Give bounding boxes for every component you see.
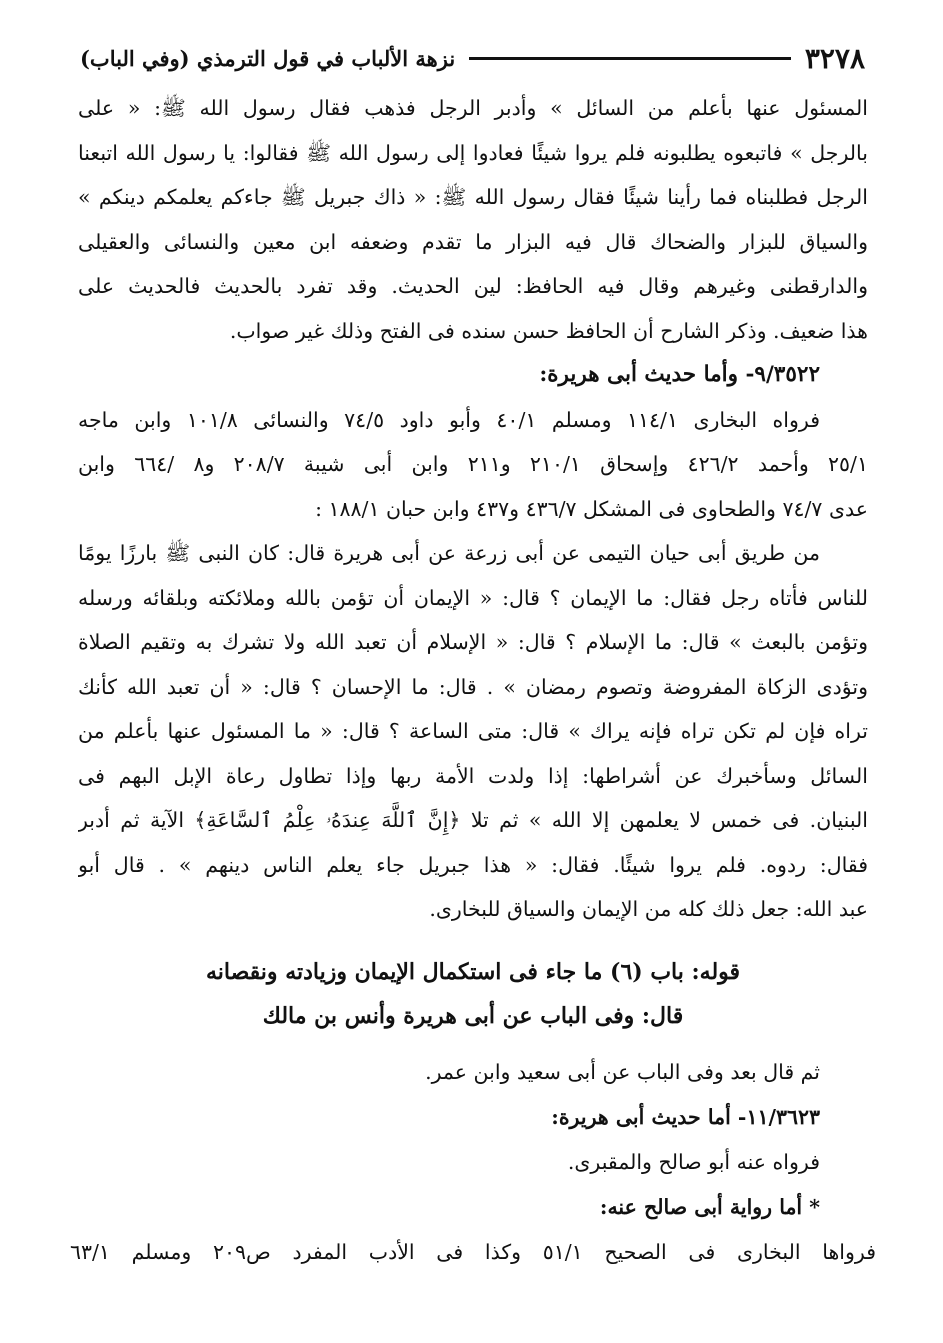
spacer [78,932,868,950]
paragraph-sources [78,398,868,532]
text-line: فقال: ردوه. فلم يروا شيئًا. فقال: « هذا جبريل جاء يعلم الناس دينهم » . قال أبو [78,852,868,877]
text-line: من طريق أبى حيان التيمى عن أبى زرعة عن أبى هريرة قال: كان النبى ﷺ بارزًا يومًا [78,541,820,565]
page-number: ٣٢٧٨ [804,41,865,75]
text-line: والدارقطنى وغيرهم وقال فيه الحافظ: لين الحديث. وقد تفرد بالحديث فالحديث على [78,274,868,298]
text-line: الرجل فطلبناه فما رأينا شيئًا فقال رسول الله ﷺ: « ذاك جبريل ﷺ جاءكم يعلمكم دينكم » [78,185,868,209]
text-line: تراه فإن لم تكن تراه فإنه يراك » قال: متى الساعة ؟ قال: « ما المسئول عنها بأعلم من [78,719,868,743]
text-line: عبد الله: جعل ذلك كله من الإيمان والسياق للبخارى. [429,897,868,921]
text-line: البنيان. فى خمس لا يعلمهن إلا الله » ثم تلا ﴿إِنَّ ٱللَّهَ عِندَهُۥ عِلْمُ ٱلسَّاعَةِ﴾ الآية ثم أدبر [78,808,868,832]
paragraph-hadith-text [78,531,868,932]
text-line: فرواه عنه أبو صالح والمقبرى. [567,1149,820,1174]
text-line: ثم قال بعد وفى الباب عن أبى سعيد وابن عمر. [425,1059,820,1084]
paragraph-hadith-continuation [78,86,868,353]
text-line: ٢٥/١ وأحمد ٤٢٦/٢ وإسحاق ٢١٠/١ و٢١١ وابن أبى شيبة ٢٠٨/٧ و٨ /٦٦٤ وابن [78,452,868,476]
text-line: فرواها البخارى فى الصحيح ٥١/١ وكذا فى الأدب المفرد ص٢٠٩ ومسلم ٦٣/١ [70,1239,876,1264]
text-line: عدى ٧٤/٧ والطحاوى فى المشكل ٤٣٦/٧ و٤٣٧ وابن حبان ١٨٨/١ : [315,496,868,521]
text-line: هذا ضعيف. وذكر الشارح أن الحافظ حسن سنده فى الفتح وذلك غير صواب. [229,318,868,343]
running-title: نزهة الألباب في قول الترمذي (وفي الباب) [80,45,456,71]
text-line: وتؤمن بالبعث » قال: ما الإسلام ؟ قال: « الإسلام أن تعبد الله ولا تشرك به وتقيم الصلاة [78,630,868,654]
text-line: وتؤدى الزكاة المفروضة وتصوم رمضان » . قال: ما الإحسان ؟ قال: « أن تعبد الله كأنك [78,674,868,699]
subheading-abu-salih: * أما رواية أبى صالح عنه: [599,1194,820,1219]
text-line: السائل وسأخبرك عن أشراطها: إذا ولدت الأمة ربها وإذا تطاول رعاة الإبل البهم فى [78,763,868,788]
chapter-title: قوله: باب (٦) ما جاء فى استكمال الإيمان وزيادته ونقصانه [205,958,741,985]
page-body [70,86,876,1275]
text-line: المسئول عنها بأعلم من السائل » وأدبر الرجل فذهب فقال رسول الله ﷺ: « على [78,96,868,120]
text-line: بالرجل » فاتبعوه يطلبونه فلم يروا شيئًا فعادوا إلى رسول الله ﷺ فقالوا: يا رسول الله اتبعنا [78,140,868,165]
text-line: فرواه البخارى ١١٤/١ ومسلم ٤٠/١ وأبو داود ٧٤/٥ والنسائى ١٠١/٨ وابن ماجه [78,407,820,432]
chapter-subtitle: قال: وفى الباب عن أبى هريرة وأنس بن مالك [262,1002,684,1029]
text-line: والسياق للبزار والضحاك قال فيه البزار ما تقدم وضعفه ابن معين والنسائى والعقيلى [78,229,868,254]
chapter-heading [78,950,868,1038]
header-rule [469,57,791,60]
page-header [80,38,865,78]
section-heading-abu-hurayra-2: ١١/٣٦٢٣- أما حديث أبى هريرة: [551,1104,820,1129]
spacer [78,1038,868,1050]
section-heading-abu-hurayra: ٩/٣٥٢٢- وأما حديث أبى هريرة: [539,362,820,387]
closing-section [70,1050,876,1275]
text-line: للناس فأتاه رجل فقال: ما الإيمان ؟ قال: « الإيمان أن تؤمن بالله وملائكته وبلقائه ورسله [78,585,868,610]
